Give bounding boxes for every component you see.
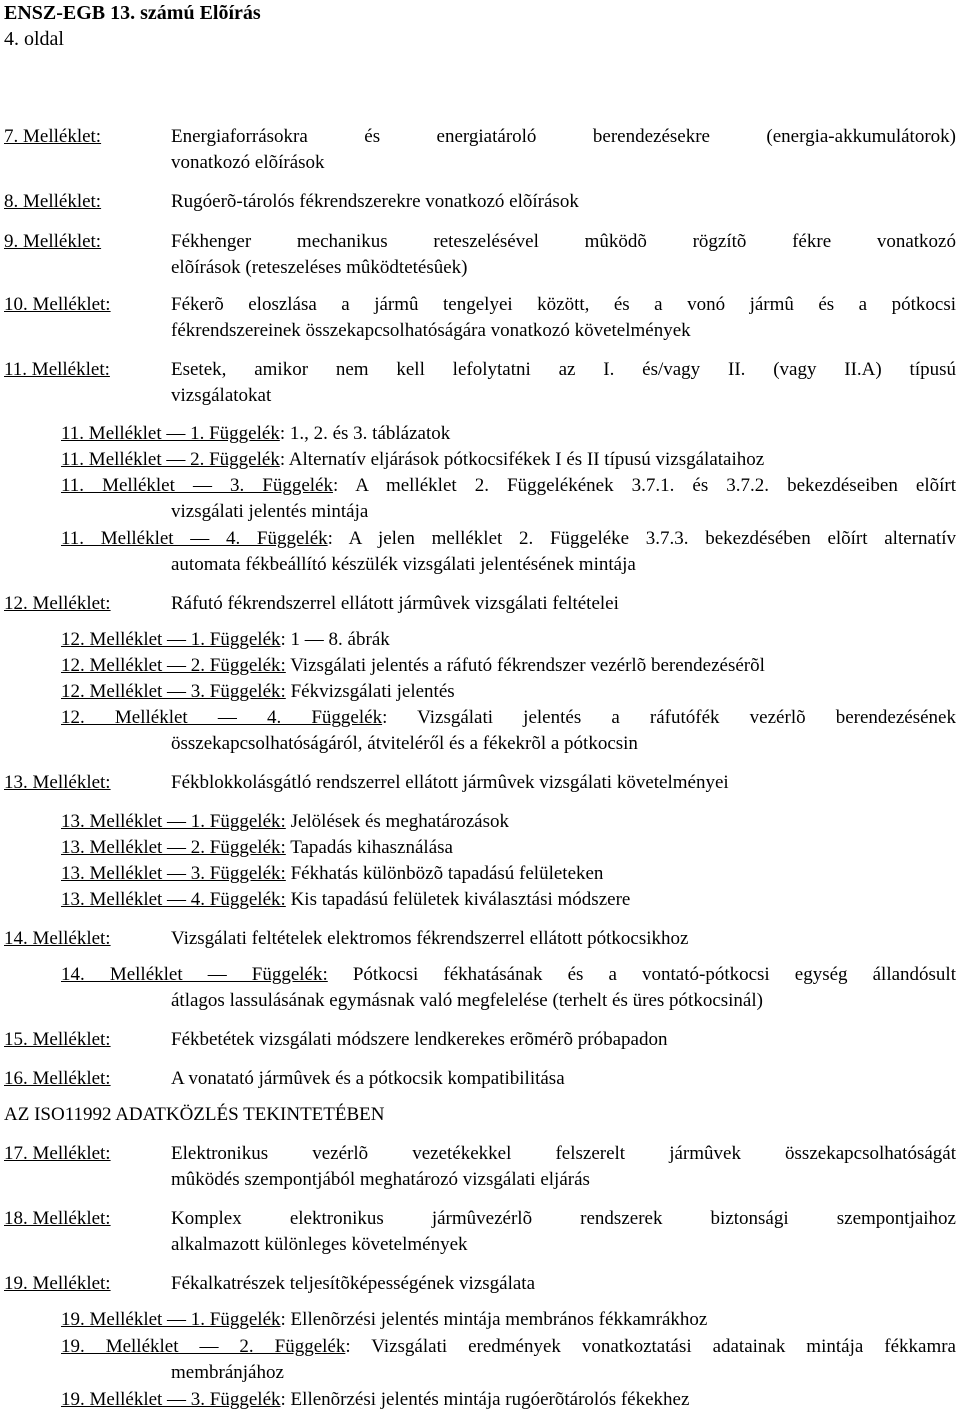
annex-title-line: vizsgálatokat (171, 385, 272, 406)
annex-label: 16. Melléklet: (4, 1068, 111, 1089)
annex-title-line: Fékalkatrészek teljesítõképességének vizsgálata (171, 1273, 536, 1294)
appendix-title-cont: automata fékbeállító készülék vizsgálati jelentésének mintája (171, 554, 636, 575)
annex-title-line: vonatkozó elõírások (171, 152, 325, 173)
appendix-ref: 12. Melléklet — 3. Függelék: (61, 681, 286, 702)
annex-title-line: Ráfutó fékrendszerrel ellátott jármûvek vizsgálati feltételei (171, 593, 619, 614)
annex-label: 15. Melléklet: (4, 1029, 111, 1050)
appendix-title: Fékhatás különbözõ tapadású felületeken (285, 863, 604, 884)
appendix-ref: 19. Melléklet — 2. Függelék (61, 1336, 346, 1357)
appendix-ref: 14. Melléklet — Függelék: (61, 964, 328, 985)
annex-label: 19. Melléklet: (4, 1273, 111, 1294)
appendix-title: : Alternatív eljárások pótkocsifékek I és II típusú vizsgálataihoz (279, 449, 765, 470)
appendix-title: : Vizsgálati jelentés a ráfutófék vezérlõ berendezésének (382, 707, 956, 728)
annex-title-line: Fékbetétek vizsgálati módszere lendkerekes erõmérõ próbapadon (171, 1029, 668, 1050)
annex-label: 11. Melléklet: (4, 359, 110, 380)
appendix-title: : Vizsgálati eredmények vonatkoztatási adatainak mintája fékkamra (345, 1336, 956, 1357)
annex-title-line: A vonatató jármûvek és a pótkocsik kompatibilitása (171, 1068, 565, 1089)
annex-label: 13. Melléklet: (4, 772, 111, 793)
appendix-title: Pótkocsi fékhatásának és a vontató-pótkocsi egység állandósult (327, 964, 956, 985)
appendix-title: Vizsgálati jelentés a ráfutó fékrendszer vezérlõ berendezésérõl (285, 655, 765, 676)
appendix-title: : Ellenõrzési jelentés mintája membrános fékkamrákhoz (280, 1309, 708, 1330)
appendix-ref: 11. Melléklet — 2. Függelék (61, 449, 280, 470)
appendix-ref: 11. Melléklet — 4. Függelék (61, 528, 328, 549)
annex-title-line: mûködés szempontjából meghatározó vizsgálati eljárás (171, 1169, 590, 1190)
appendix-title: : A melléklet 2. Függelékének 3.7.1. és 3.7.2. bekezdéseiben elõírt (332, 475, 956, 496)
appendix-title-cont: membránjához (171, 1362, 284, 1383)
appendix-ref: 13. Melléklet — 1. Függelék: (61, 811, 286, 832)
appendix-ref: 13. Melléklet — 3. Függelék: (61, 863, 286, 884)
appendix-title: : 1., 2. és 3. táblázatok (279, 423, 451, 444)
annex-label: 14. Melléklet: (4, 928, 111, 949)
appendix-ref: 19. Melléklet — 1. Függelék (61, 1309, 281, 1330)
appendix-title: Fékvizsgálati jelentés (285, 681, 455, 702)
annex-label: 18. Melléklet: (4, 1208, 111, 1229)
document-title: ENSZ-EGB 13. számú Elõírás (4, 2, 261, 24)
annex-title-line: fékrendszereinek összekapcsolhatóságára vonatkozó követelmények (171, 320, 691, 341)
annex-title-line: Esetek, amikor nem kell lefolytatni az I. és/vagy II. (vagy II.A) típusú (171, 359, 956, 380)
annex-label: 12. Melléklet: (4, 593, 111, 614)
annex-title-line: elõírások (reteszeléses mûködtetésûek) (171, 257, 468, 278)
annex-title-line: Fékerõ eloszlása a jármû tengelyei között, és a vonó jármû és a pótkocsi (171, 294, 956, 315)
appendix-ref: 19. Melléklet — 3. Függelék (61, 1389, 281, 1410)
annex-title-line: alkalmazott különleges követelmények (171, 1234, 468, 1255)
annex-title-line: Elektronikus vezérlõ vezetékekkel felszerelt jármûvek összekapcsolhatóságát (171, 1143, 956, 1164)
annex-label: 8. Melléklet: (4, 191, 102, 212)
appendix-title-cont: vizsgálati jelentés mintája (171, 501, 369, 522)
annex-label: 10. Melléklet: (4, 294, 111, 315)
annex-label: 7. Melléklet: (4, 126, 102, 147)
appendix-title: Kis tapadású felületek kiválasztási módszere (285, 889, 631, 910)
appendix-ref: 13. Melléklet — 4. Függelék: (61, 889, 286, 910)
appendix-title: : Ellenõrzési jelentés mintája rugóerõtárolós fékekhez (280, 1389, 690, 1410)
page-number: 4. oldal (4, 28, 64, 50)
annex-title-line: Fékhenger mechanikus reteszelésével mûködõ rögzítõ fékre vonatkozó (171, 231, 956, 252)
appendix-ref: 12. Melléklet — 1. Függelék (61, 629, 281, 650)
appendix-title-cont: átlagos lassulásának egymásnak való megfelelése (terhelt és üres pótkocsinál) (171, 990, 763, 1011)
appendix-ref: 13. Melléklet — 2. Függelék: (61, 837, 286, 858)
annex-title-line: Komplex elektronikus jármûvezérlõ rendszerek biztonsági szempontjaihoz (171, 1208, 956, 1229)
appendix-ref: 12. Melléklet — 4. Függelék (61, 707, 383, 728)
appendix-ref: 11. Melléklet — 1. Függelék (61, 423, 280, 444)
iso-section-heading: AZ ISO11992 ADATKÖZLÉS TEKINTETÉBEN (4, 1104, 385, 1125)
appendix-ref: 11. Melléklet — 3. Függelék (61, 475, 333, 496)
appendix-ref: 12. Melléklet — 2. Függelék: (61, 655, 286, 676)
annex-title-line: Fékblokkolásgátló rendszerrel ellátott jármûvek vizsgálati követelményei (171, 772, 729, 793)
appendix-title: Tapadás kihasználása (285, 837, 453, 858)
annex-label: 17. Melléklet: (4, 1143, 111, 1164)
annex-title-line: Vizsgálati feltételek elektromos fékrendszerrel ellátott pótkocsikhoz (171, 928, 689, 949)
appendix-title: : 1 — 8. ábrák (280, 629, 390, 650)
annex-title-line: Rugóerõ-tárolós fékrendszerekre vonatkozó elõírások (171, 191, 579, 212)
appendix-title: Jelölések és meghatározások (285, 811, 509, 832)
annex-title-line: Energiaforrásokra és energiatároló berendezésekre (energia-akkumulátorok) (171, 126, 956, 147)
appendix-title-cont: összekapcsolhatóságáról, átviteléről és a fékekrõl a pótkocsin (171, 733, 638, 754)
appendix-title: : A jelen melléklet 2. Függeléke 3.7.3. bekezdésében elõírt alternatív (327, 528, 956, 549)
annex-label: 9. Melléklet: (4, 231, 102, 252)
